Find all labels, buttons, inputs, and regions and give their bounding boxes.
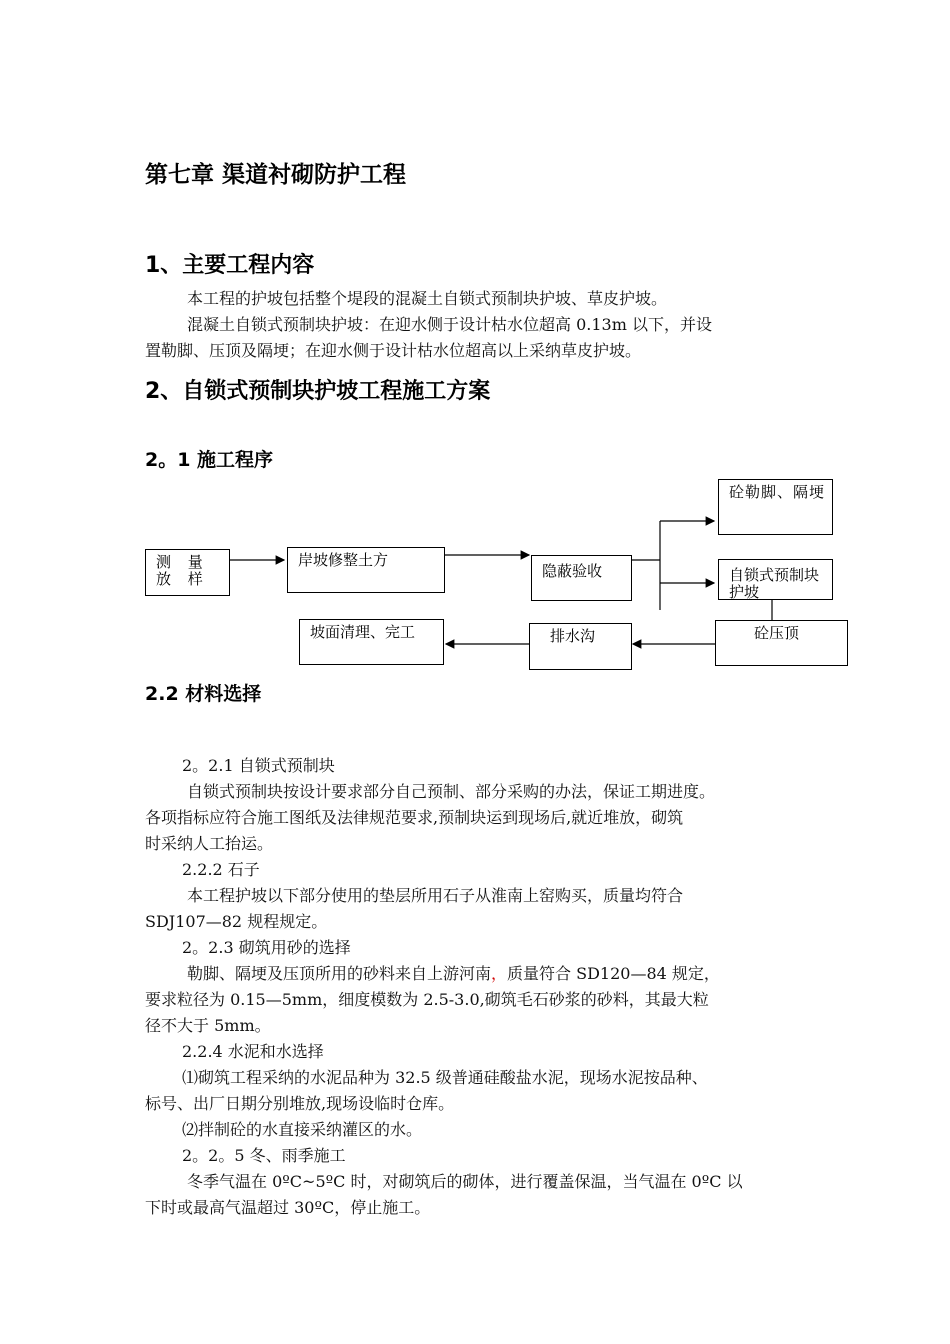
- para-2-2-5-line2: 下时或最高气温超过 30ºC，停止施工。: [145, 1198, 431, 1217]
- section1-para1: 本工程的护坡包括整个堤段的混凝土自锁式预制块护坡、草皮护坡。: [187, 289, 668, 308]
- flow-box-survey: 测 量 放 样: [145, 549, 230, 596]
- red-comma: ，: [491, 964, 508, 983]
- flow-box-cleanup: 坡面清理、完工: [299, 619, 444, 665]
- section1-para2-line1: 混凝土自锁式预制块护坡：在迎水侧于设计枯水位超高 0.13m 以下，并设: [187, 315, 712, 334]
- para-2-2-2-line2: SDJ107—82 规程规定。: [145, 912, 328, 931]
- para-2-2-3-line3: 径不大于 5mm。: [145, 1016, 271, 1035]
- para-2-2-1-line1: 自锁式预制块按设计要求部分自己预制、部分采购的办法，保证工期进度。: [187, 782, 716, 801]
- section1-para2-line2: 置勒脚、压顶及隔埂；在迎水侧于设计枯水位超高以上采纳草皮护坡。: [145, 341, 642, 360]
- para-2-2-3-line2: 要求粒径为 0.15—5mm，细度模数为 2.5-3.0,砌筑毛石砂浆的砂料，其最大粒: [145, 990, 709, 1009]
- para-2-2-3-line1-a: 勒脚、隔埂及压顶所用的砂料来自上游河南: [187, 964, 492, 983]
- para-2-2-4-item1-line2: 标号、出厂日期分别堆放,现场设临时仓库。: [145, 1094, 455, 1113]
- para-2-2-5-line1: 冬季气温在 0ºC~5ºC 时，对砌筑后的砌体，进行覆盖保温，当气温在 0ºC 以: [187, 1172, 743, 1191]
- section2-heading: 2、自锁式预制块护坡工程施工方案: [145, 379, 491, 404]
- subsection-material-selection: 2.2 材料选择: [145, 683, 262, 705]
- flow-box-top-cap: 砼压顶: [715, 620, 848, 666]
- flow-box-drain: 排水沟: [529, 623, 632, 670]
- para-2-2-3-line1: [145, 961, 825, 987]
- para-2-2-1-line2: 各项指标应符合施工图纸及法律规范要求,预制块运到现场后,就近堆放，砌筑: [145, 808, 684, 827]
- para-2-2-4-item1-line1: ⑴砌筑工程采纳的水泥品种为 32.5 级普通硅酸盐水泥，现场水泥按品种、: [182, 1068, 708, 1087]
- para-2-2-2-line1: 本工程护坡以下部分使用的垫层所用石子从淮南上窑购买，质量均符合: [187, 886, 684, 905]
- flow-box-hidden-acceptance: 隐蔽验收: [531, 555, 632, 601]
- flow-box-toe-divider: 砼勒脚、隔埂: [718, 479, 833, 535]
- subsection-construction-procedure: 2。1 施工程序: [145, 449, 274, 471]
- chapter-title: 第七章 渠道衬砌防护工程: [145, 162, 407, 188]
- heading-2-2-4: 2.2.4 水泥和水选择: [182, 1042, 324, 1061]
- materials-body: [145, 753, 825, 1221]
- para-2-2-1-line3: 时采纳人工抬运。: [145, 834, 274, 853]
- section1-heading: 1、主要工程内容: [145, 253, 315, 278]
- heading-2-2-1: 2。2.1 自锁式预制块: [182, 756, 335, 775]
- heading-2-2-5: 2。2。5 冬、雨季施工: [182, 1146, 346, 1165]
- para-2-2-4-item2: ⑵拌制砼的水直接采纳灌区的水。: [182, 1120, 423, 1139]
- para-2-2-3-line1-b: 质量符合 SD120—84 规定，: [507, 964, 720, 983]
- heading-2-2-3: 2。2.3 砌筑用砂的选择: [182, 938, 351, 957]
- heading-2-2-2: 2.2.2 石子: [182, 860, 260, 879]
- flow-box-bank-trim: 岸坡修整土方: [287, 547, 445, 593]
- flow-box-self-lock: 自锁式预制块护坡: [718, 559, 833, 600]
